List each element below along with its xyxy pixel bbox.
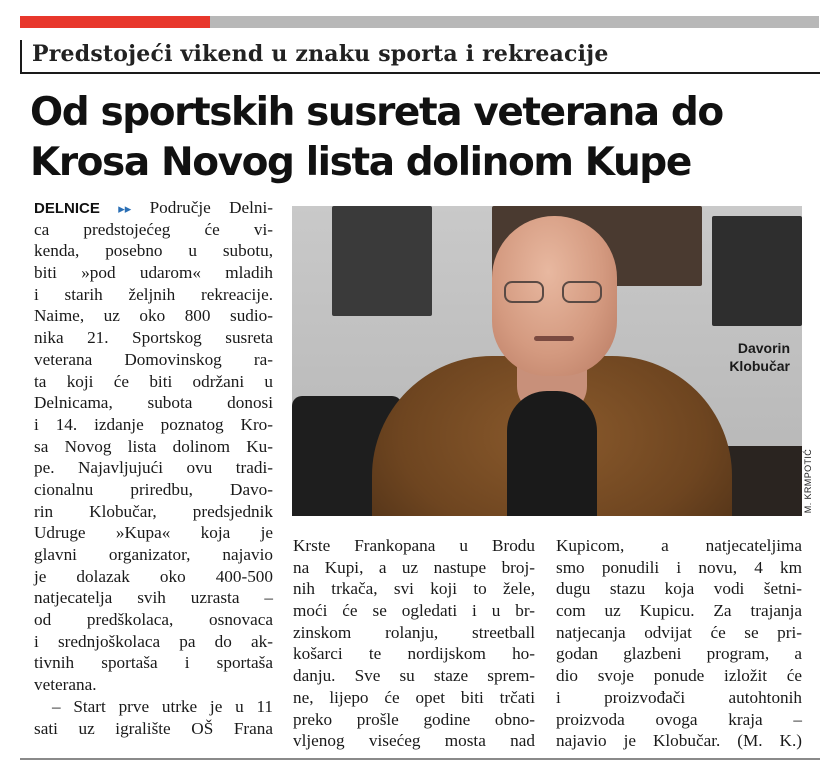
text-line: ta koji će biti održani u bbox=[34, 371, 273, 391]
text-line: – Start prve utrke je u 11 bbox=[52, 696, 273, 716]
text-line: godan glazbeni program, a bbox=[556, 644, 802, 664]
photo-shirt bbox=[507, 391, 597, 516]
kicker-text: Predstojeći vikend u znaku sporta i rekreacije bbox=[32, 41, 609, 67]
text-line: sati uz igralište OŠ Frana bbox=[34, 718, 273, 738]
text-line: veterana Domovinskog ra- bbox=[34, 349, 273, 369]
kicker bbox=[20, 40, 820, 74]
photo-mouth bbox=[534, 336, 574, 341]
text-line: natjecanja odvijat će se pri- bbox=[556, 622, 802, 642]
text-line: sa Novog lista dolinom Ku- bbox=[34, 436, 273, 456]
photo-credit bbox=[803, 442, 818, 522]
text-line: najavio je Klobučar. (M. K.) bbox=[556, 731, 802, 751]
text-line: proizvoda ovoga kraja – bbox=[556, 709, 802, 729]
text-line: Delnicama, subota donosi bbox=[34, 393, 273, 413]
article-photo bbox=[292, 206, 802, 516]
text-line: Naime, uz oko 800 sudio- bbox=[34, 306, 273, 326]
article-column-3 bbox=[556, 535, 802, 752]
text-line: ne, lijepo će opet biti trčati bbox=[293, 687, 535, 707]
text-line: natjecatelja svih uzrasta – bbox=[34, 588, 273, 608]
text-line: veterana. bbox=[34, 675, 97, 695]
text-line: Kupicom, a natjecateljima bbox=[556, 536, 802, 555]
photo-caption-line-1: Davorin bbox=[737, 340, 790, 356]
text-line: com uz Kupicu. Za trajanja bbox=[556, 601, 802, 621]
text-line: cionalnu priredbu, Davo- bbox=[34, 479, 273, 499]
text-line: i 14. izdanje poznatog Kro- bbox=[34, 414, 273, 434]
photo-credit-text: M. KRMPOTIĆ bbox=[803, 448, 814, 514]
text-line: biti »pod udarom« mladih bbox=[34, 263, 273, 283]
headline-line-1: Od sportskih susreta veterana do bbox=[30, 90, 723, 135]
text-line: košarci te nordijskom ho- bbox=[293, 644, 535, 664]
text-line: i starih željnih rekreacije. bbox=[34, 284, 273, 304]
text-line: Udruge »Kupa« koja je bbox=[34, 523, 273, 543]
text-line: i srednjoškolaca pa do ak- bbox=[34, 631, 273, 651]
text-line: vljenog visećeg mosta nad bbox=[293, 731, 535, 751]
photo-wall-panel bbox=[332, 206, 432, 316]
article-column-1 bbox=[34, 197, 273, 739]
text-line: ca predstojećeg će vi- bbox=[34, 219, 273, 239]
text-line: nih trkača, svi koji to žele, bbox=[293, 579, 535, 599]
text-line: danju. Sve su staze sprem- bbox=[293, 666, 535, 686]
bottom-rule bbox=[20, 758, 820, 760]
headline-line-2: Krosa Novog lista dolinom Kupe bbox=[30, 140, 691, 185]
text-line: na Kupi, a uz nastupe broj- bbox=[293, 557, 535, 577]
section-bar-grey bbox=[210, 16, 819, 28]
text-line: kenda, posebno u subotu, bbox=[34, 241, 273, 261]
text-line bbox=[34, 197, 273, 219]
text-line: je dolazak oko 400-500 bbox=[34, 566, 273, 586]
headline bbox=[30, 88, 820, 188]
dateline-arrows-icon: ▸▸ bbox=[118, 202, 132, 217]
text-line: zinskom rolanju, streetball bbox=[293, 622, 535, 642]
text-line: glavni organizator, najavio bbox=[34, 545, 273, 564]
article-column-2 bbox=[293, 535, 535, 752]
text-line: Krste Frankopana u Brodu bbox=[293, 536, 535, 555]
text-line: nika 21. Sportskog susreta bbox=[34, 328, 273, 348]
text-line: dugu stazu koja vodi šetni- bbox=[556, 579, 802, 599]
text-line: moći će se ogledati i u br- bbox=[293, 601, 535, 621]
text-line: dio svoje ponude izložit će bbox=[556, 666, 802, 686]
photo-glasses bbox=[504, 281, 604, 305]
text-line: smo ponudili i novu, 4 km bbox=[556, 557, 802, 577]
text-line: rin Klobučar, predsjednik bbox=[34, 501, 273, 521]
text-line: i proizvođači autohtonih bbox=[556, 687, 802, 707]
text-line-content: Područje Delni- bbox=[149, 198, 273, 217]
photo-caption bbox=[690, 339, 790, 375]
text-line: od predškolaca, osnovaca bbox=[34, 610, 273, 630]
section-bar-red bbox=[20, 16, 210, 28]
photo-wall-panel bbox=[712, 216, 802, 326]
photo-caption-line-2: Klobučar bbox=[729, 358, 790, 374]
text-line: preko prošle godine obno- bbox=[293, 709, 535, 729]
dateline: DELNICE bbox=[34, 200, 100, 217]
text-line: pe. Najavljujući ovu tradi- bbox=[34, 458, 273, 478]
text-line: tivnih sportaša i sportaša bbox=[34, 653, 273, 673]
